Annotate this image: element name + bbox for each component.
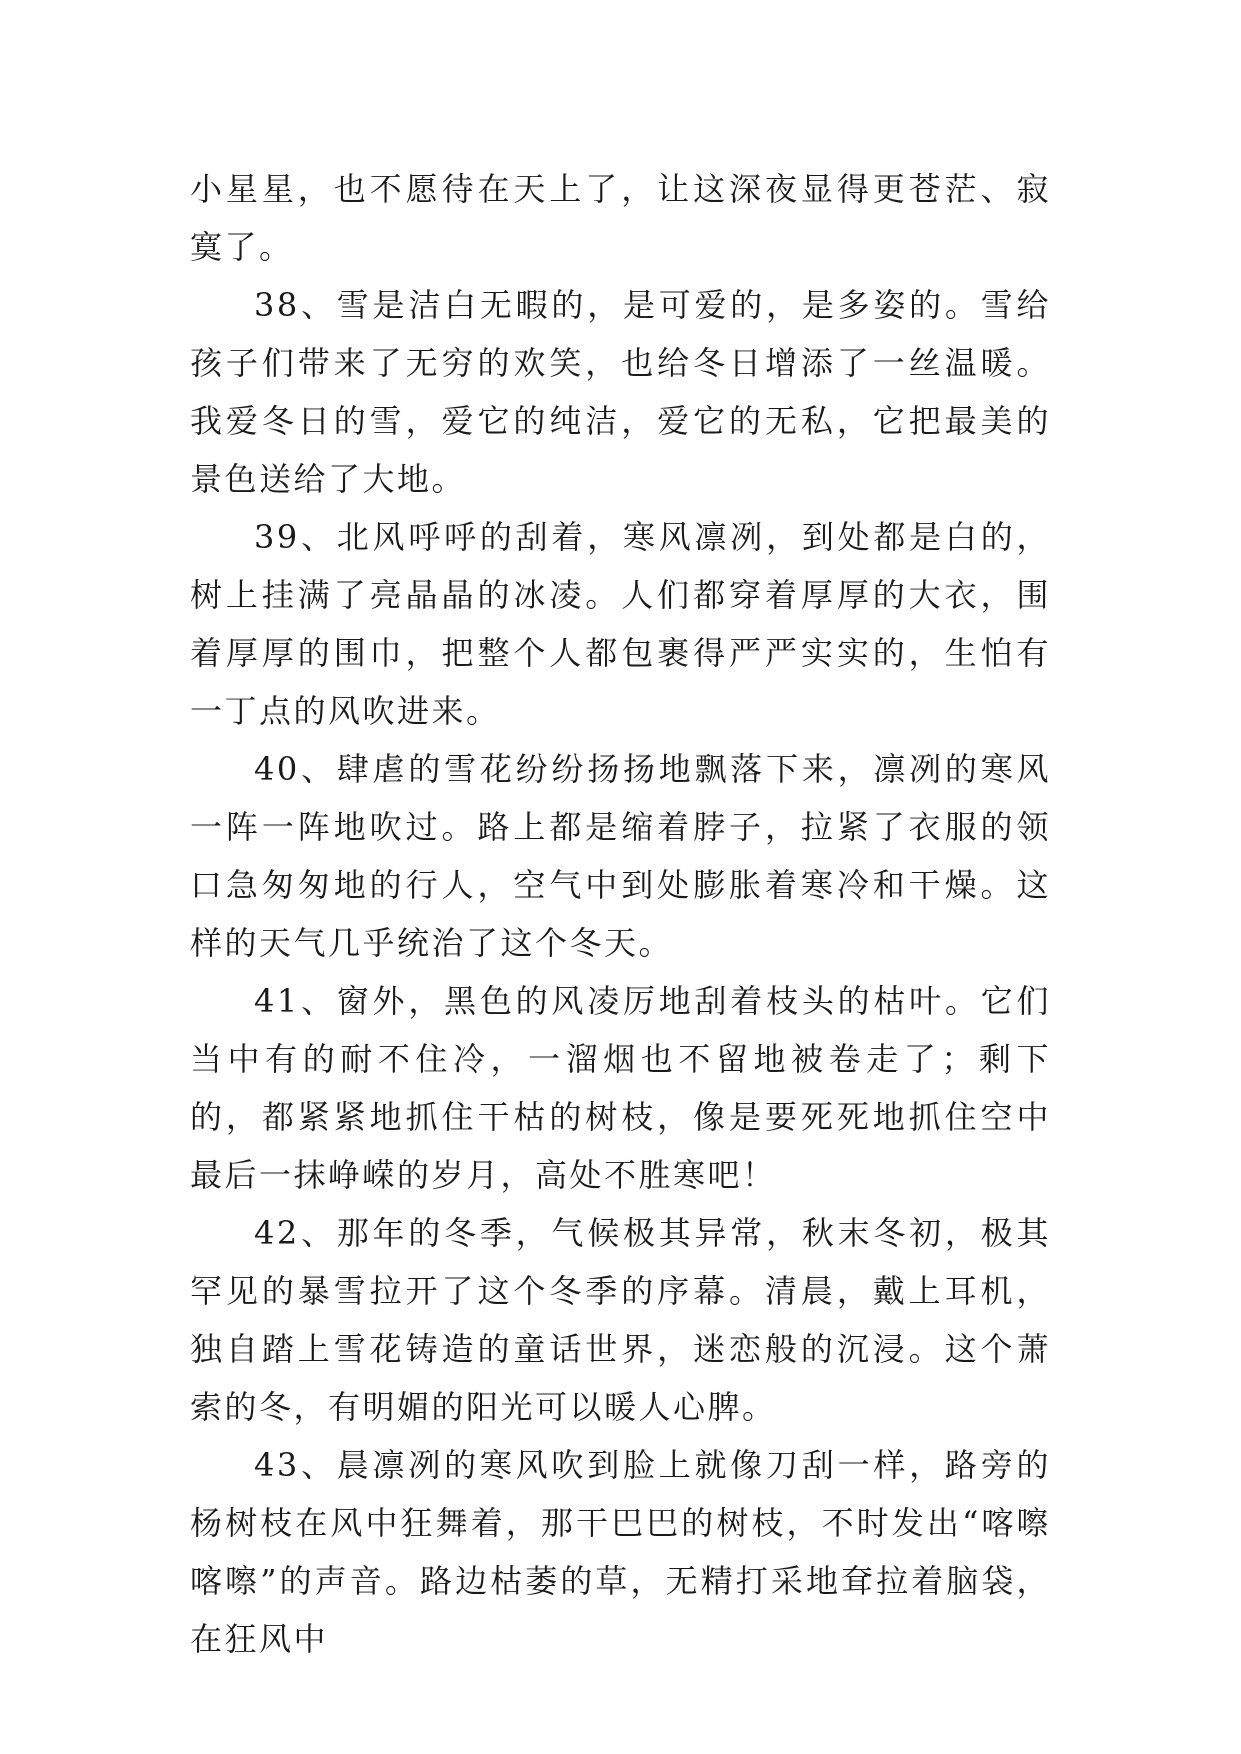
paragraph-continuation: 小星星，也不愿待在天上了，让这深夜显得更苍茫、寂寞了。 xyxy=(190,170,1051,266)
paragraph-43: 43、晨凛冽的寒风吹到脸上就像刀刮一样，路旁的杨树枝在风中狂舞着，那干巴巴的树枝，不时发出“喀嚓喀嚓”的声音。路边枯萎的草，无精打采地耷拉着脑袋，在狂风中 xyxy=(190,1446,1051,1658)
paragraph-40: 40、肆虐的雪花纷纷扬扬地飘落下来，凛冽的寒风一阵一阵地吹过。路上都是缩着脖子，拉紧了衣服的领口急匆匆地的行人，空气中到处膨胀着寒冷和干燥。这样的天气几乎统治了这个冬天。 xyxy=(190,750,1051,962)
paragraph-41: 41、窗外，黑色的风凌厉地刮着枝头的枯叶。它们当中有的耐不住冷，一溜烟也不留地被卷走了；剩下的，都紧紧地抓住干枯的树枝，像是要死死地抓住空中最后一抹峥嵘的岁月，高处不胜寒吧！ xyxy=(190,982,1051,1194)
paragraph-38: 38、雪是洁白无暇的，是可爱的，是多姿的。雪给孩子们带来了无穷的欢笑，也给冬日增添了一丝温暖。我爱冬日的雪，爱它的纯洁，爱它的无私，它把最美的景色送给了大地。 xyxy=(190,286,1051,498)
text-body xyxy=(190,160,1051,1668)
paragraph-42: 42、那年的冬季，气候极其异常，秋末冬初，极其罕见的暴雪拉开了这个冬季的序幕。清晨，戴上耳机，独自踏上雪花铸造的童话世界，迷恋般的沉浸。这个萧索的冬，有明媚的阳光可以暖人心脾。 xyxy=(190,1214,1051,1426)
paragraph-39: 39、北风呼呼的刮着，寒风凛冽，到处都是白的，树上挂满了亮晶晶的冰凌。人们都穿着厚厚的大衣，围着厚厚的围巾，把整个人都包裹得严严实实的，生怕有一丁点的风吹进来。 xyxy=(190,518,1051,730)
